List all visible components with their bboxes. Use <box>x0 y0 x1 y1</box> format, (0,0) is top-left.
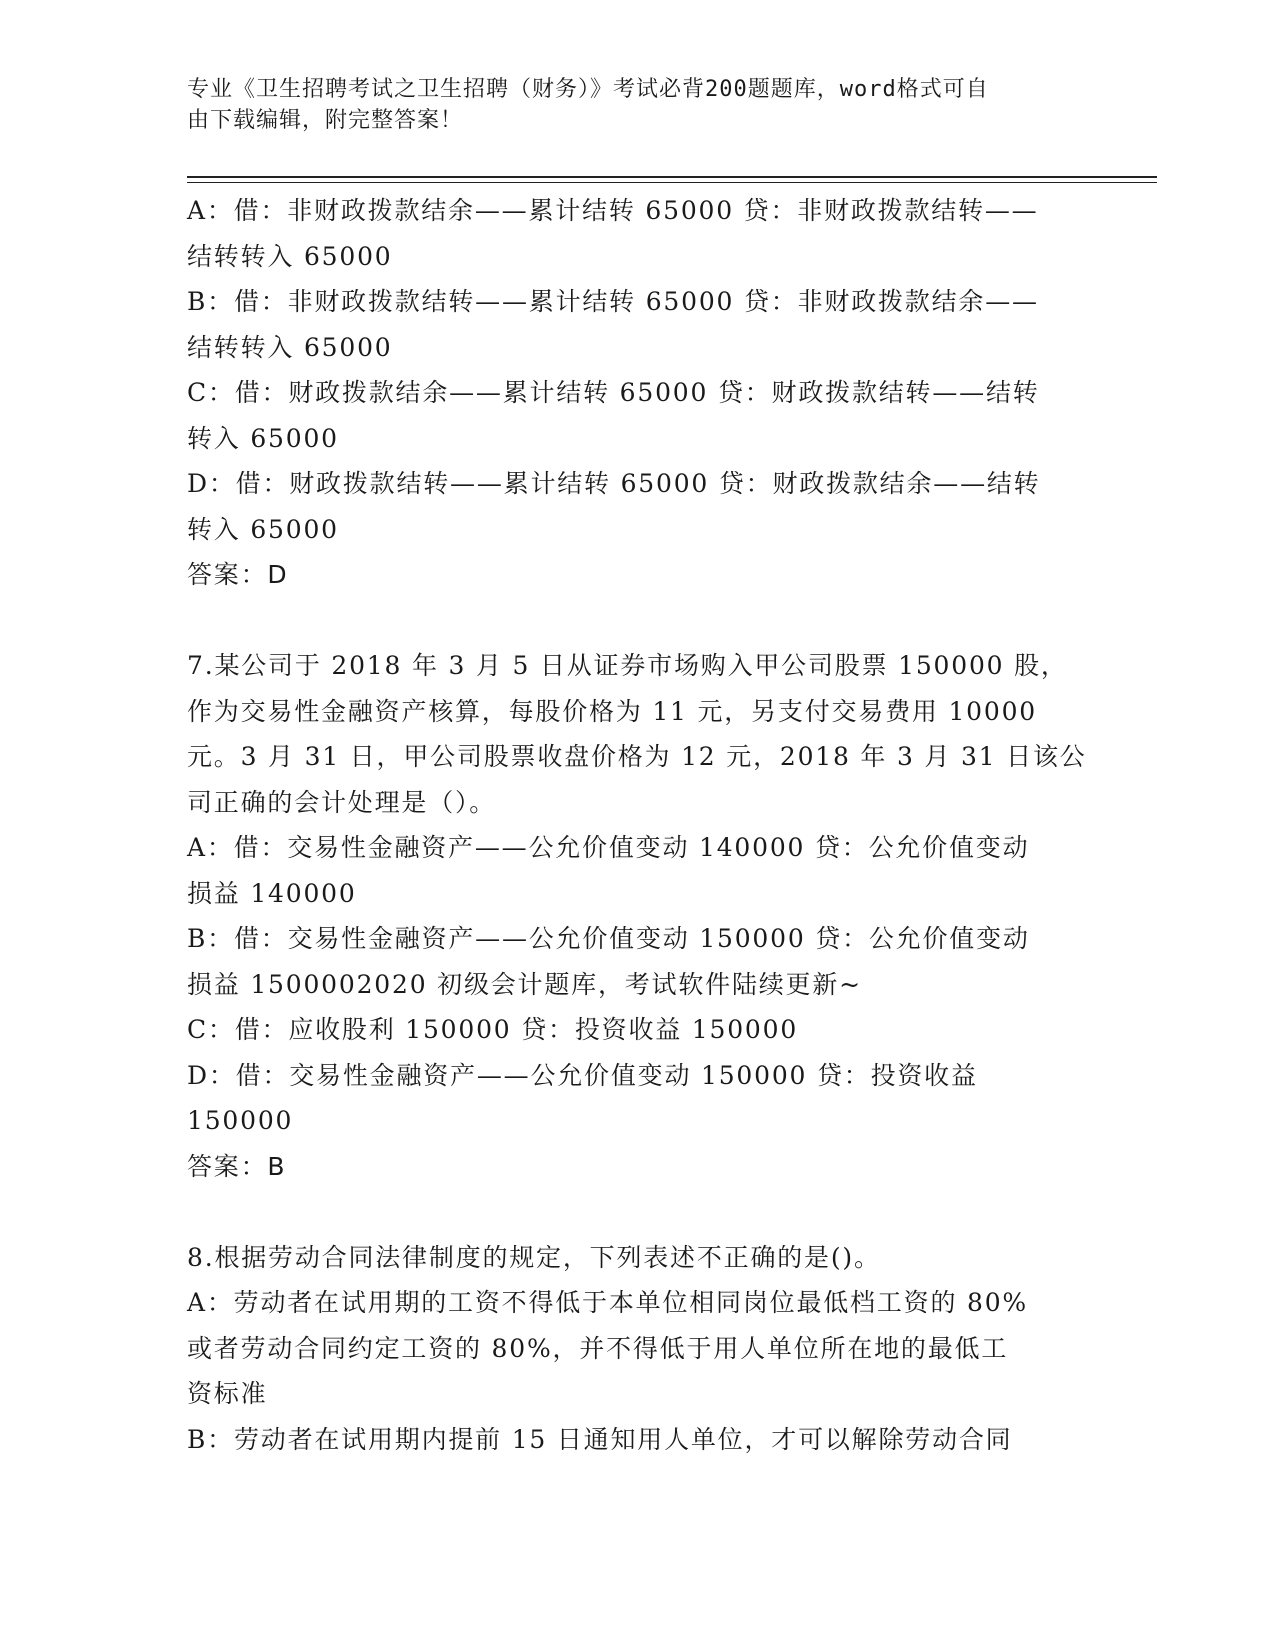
q6-option-b-line-1: B：借：非财政拨款结转——累计结转 65000 贷：非财政拨款结余—— <box>187 287 1039 316</box>
header-rule-thin <box>187 182 1157 183</box>
q8-option-a-line-1: A：劳动者在试用期的工资不得低于本单位相同岗位最低档工资的 80% <box>187 1288 1028 1317</box>
q7-option-c-line-1: C：借：应收股利 150000 贷：投资收益 150000 <box>187 1015 799 1044</box>
q7-option-d-line-1: D：借：交易性金融资产——公允价值变动 150000 贷：投资收益 <box>187 1060 978 1090</box>
q6-option-d-line-2: 转入 65000 <box>187 514 339 544</box>
header-line-2: 由下载编辑，附完整答案！ <box>187 108 464 133</box>
document-header <box>187 74 1067 136</box>
question-7-block <box>187 643 1087 1189</box>
spacer <box>187 1189 1087 1235</box>
question-8-block <box>187 1235 1087 1463</box>
q6-option-d-line-1: D：借：财政拨款结转——累计结转 65000 贷：财政拨款结余——结转 <box>187 469 1041 498</box>
q7-stem-line-4: 司正确的会计处理是（）。 <box>187 787 497 817</box>
q8-stem-line-1: 8.根据劳动合同法律制度的规定，下列表述不正确的是()。 <box>187 1242 881 1272</box>
header-rule-thick <box>187 176 1157 178</box>
question-6-block <box>187 188 1087 598</box>
q6-answer: 答案：D <box>187 560 289 589</box>
header-line-1: 专业《卫生招聘考试之卫生招聘（财务）》考试必背200题题库，word格式可自 <box>187 77 989 102</box>
q7-stem-line-3: 元。3 月 31 日，甲公司股票收盘价格为 12 元，2018 年 3 月 31 日该公 <box>187 742 1087 771</box>
q7-stem-line-2: 作为交易性金融资产核算，每股价格为 11 元，另支付交易费用 10000 <box>187 696 1037 726</box>
q6-option-a-line-2: 结转转入 65000 <box>187 241 393 271</box>
q8-option-b-line-1: B：劳动者在试用期内提前 15 日通知用人单位，才可以解除劳动合同 <box>187 1424 1013 1454</box>
q7-option-a-line-1: A：借：交易性金融资产——公允价值变动 140000 贷：公允价值变动 <box>187 833 1030 862</box>
q7-answer: 答案：B <box>187 1151 287 1181</box>
q7-stem-line-1: 7.某公司于 2018 年 3 月 5 日从证券市场购入甲公司股票 150000 股， <box>187 651 1068 680</box>
q6-option-b-line-2: 结转转入 65000 <box>187 332 393 362</box>
q7-option-b-line-1: B：借：交易性金融资产——公允价值变动 150000 贷：公允价值变动 <box>187 924 1030 953</box>
spacer <box>187 598 1087 644</box>
q7-option-b-line-2: 损益 1500002020 初级会计题库，考试软件陆续更新~ <box>187 969 862 999</box>
q7-option-d-line-2: 150000 <box>187 1106 294 1135</box>
document-body <box>187 188 1087 1462</box>
q8-option-a-line-3: 资标准 <box>187 1379 268 1408</box>
q8-option-a-line-2: 或者劳动合同约定工资的 80%，并不得低于用人单位所在地的最低工 <box>187 1333 1009 1363</box>
q6-option-c-line-2: 转入 65000 <box>187 423 339 453</box>
q6-option-a-line-1: A：借：非财政拨款结余——累计结转 65000 贷：非财政拨款结转—— <box>187 196 1039 225</box>
q7-option-a-line-2: 损益 140000 <box>187 878 357 908</box>
q6-option-c-line-1: C：借：财政拨款结余——累计结转 65000 贷：财政拨款结转——结转 <box>187 378 1040 407</box>
